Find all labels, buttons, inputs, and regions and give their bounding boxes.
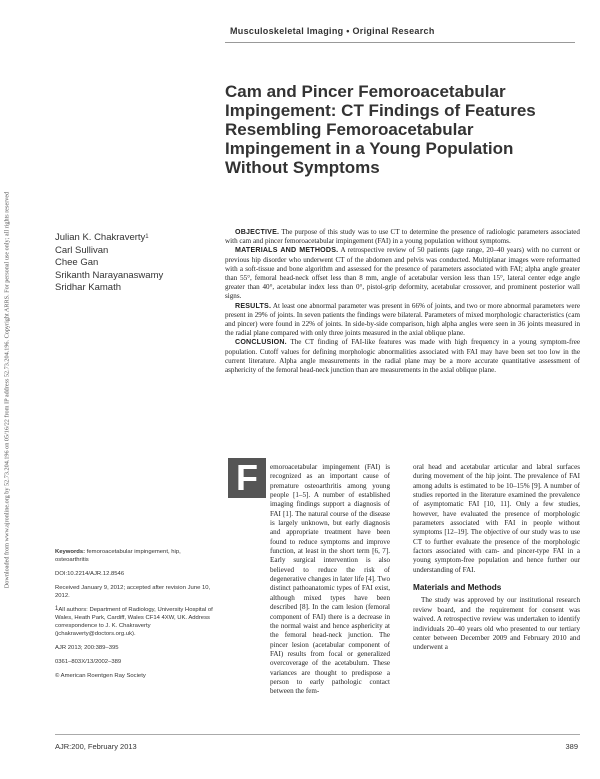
methods-paragraph: The study was approved by our institutional research review board, and the requirement for consent was waived. A retrospective review was undertaken to identify individuals 20–40 years old who presented to our tertiary center between December 2009 and February 2010 and underwent a: [413, 596, 580, 652]
drop-cap: F: [228, 458, 266, 498]
body-column-1: [225, 463, 390, 697]
received-dates: Received January 9, 2012; accepted after revision June 10, 2012.: [55, 585, 211, 599]
article-notes: [55, 548, 215, 686]
intro-continuation: oral head and acetabular articular and labral surfaces during movement of the hip joint. The prevalence of FAI among adults is estimated to be 10–15% [9]. A number of studies reported in the literature examined the prevalence of asymptomatic FAI [10, 11]. Only a few studies, however, have evaluated the presence of morphologic parameters associated with FAI in people without symptoms [12–19]. The objective of our study was to use CT to further evaluate the presence of the morphologic factors associated with cam- and pincer-type FAI in a young symptom-free population and hence further our understanding of FAI.: [413, 463, 580, 574]
author: Chee Gan: [55, 257, 99, 268]
body-column-2: [413, 463, 580, 653]
abstract-conclusion: CONCLUSION. The CT finding of FAI-like features was made with high frequency in a young symptom-free population. Cutoff values for defining morphologic abnormalities associated with FAI may have been set too low in the current literature. Alpha angle measurements in the radial plane may be a more accurate quantitative assessment of asphericity of the femoral head-neck junction than are measurements in the axial oblique plane.: [225, 338, 580, 375]
author: Julian K. Chakraverty$^1$: [55, 232, 149, 243]
download-notice-text: Downloaded from www.ajronline.org by 52.73.204.196 on 05/16/22 from IP address 52.73.204.196. Copyright ARRS. For personal use only; all rights reserved: [3, 191, 11, 588]
footer-journal: AJR:200, February 2013: [55, 742, 137, 751]
affiliation: $^1$All authors: Department of Radiology, University Hospital of Wales, Heath Park, Cardiff, Wales CF14 4XW, UK. Address correspondence to J. K. Chakraverty (jchakraverty@doctors.org.uk).: [55, 606, 213, 637]
footer-rule: [55, 734, 580, 735]
author: Carl Sullivan: [55, 244, 109, 256]
intro-paragraph: emoroacetabular impingement (FAI) is recognized as an important cause of premature osteoarthritis among young people [1–5]. A number of established imaging findings support a diagnosis of FAI [1]. The natural course of the disease is largely unknown, but early diagnosis and appropriate treatment have been found to reduce symptoms and improve function, at least in the short term [6, 7]. Early surgical intervention is also believed to reduce the risk of degenerative changes in later life [4]. Two distinct pathoanatomic types of FAI exist, although mixed types have been described [8]. In the cam lesion (femoral component of FAI) there is a decrease in the normal waist and hence asphericity at the femoral head-neck junction. The pincer lesion (acetabular component of FAI) results from focal or generalized overcoverage of the acetabulum. These variances are thought to predispose a person to early pathologic contact between the fem-: [270, 463, 390, 696]
abstract: [225, 228, 580, 375]
abstract-results: RESULTS. At least one abnormal parameter was present in 66% of joints, and two or more abnormal parameters were present in 29% of joints. In seven patients the findings were bilateral. Parameters of mixed morphologic characteristics (cam and pincer) were found in 22% of joints. In side-by-side comparison, high alpha angles were seen in 36 joints measured in the radial plane compared with only three joints measured in the axial oblique plane.: [225, 301, 580, 338]
author-list: [55, 232, 215, 295]
keywords: Keywords: femoroacetabular impingement, hip, osteoarthritis: [55, 549, 181, 563]
doi: DOI:10.2214/AJR.12.8546: [55, 571, 125, 577]
header-rule: [225, 42, 575, 43]
author: Srikanth Narayanaswamy: [55, 269, 164, 281]
section-header: Musculoskeletal Imaging • Original Research: [230, 26, 435, 36]
download-notice: [0, 0, 14, 779]
author: Sridhar Kamath: [55, 282, 122, 293]
citation: AJR 2013; 200:389–395: [55, 645, 119, 651]
copyright: © American Roentgen Ray Society: [55, 673, 146, 679]
abstract-objective: OBJECTIVE. The purpose of this study was to use CT to determine the presence of radiologic parameters associated with cam and pincer femoroacetabular impingement (FAI) in a young population without symptoms.: [225, 228, 580, 246]
article-title: Cam and Pincer Femoroacetabular Impingement: CT Findings of Features Resembling Femoroacetabular Impingement in a Young Population Without Symptoms: [225, 82, 536, 177]
section-heading: Materials and Methods: [413, 583, 502, 593]
issn: 0361–803X/13/2002–389: [55, 659, 122, 665]
abstract-methods: MATERIALS AND METHODS. A retrospective review of 50 patients (age range, 20–40 years) with no current or previous hip disorder who underwent CT of the abdomen and pelvis was conducted. Multiplanar images were reformatted with a soft-tissue and bone algorithm and assessed for the presence of parameters associated with FAI; alpha angle greater than 55°, femoral head-neck offset less than 8 mm, angle of acetabular version less than 15°, lateral center edge angle greater than 40°, acetabular index less than 0°, pistol-grip deformity, acetabular crossover, and prominent posterior wall signs.: [225, 246, 580, 301]
page-number: 389: [565, 742, 578, 751]
